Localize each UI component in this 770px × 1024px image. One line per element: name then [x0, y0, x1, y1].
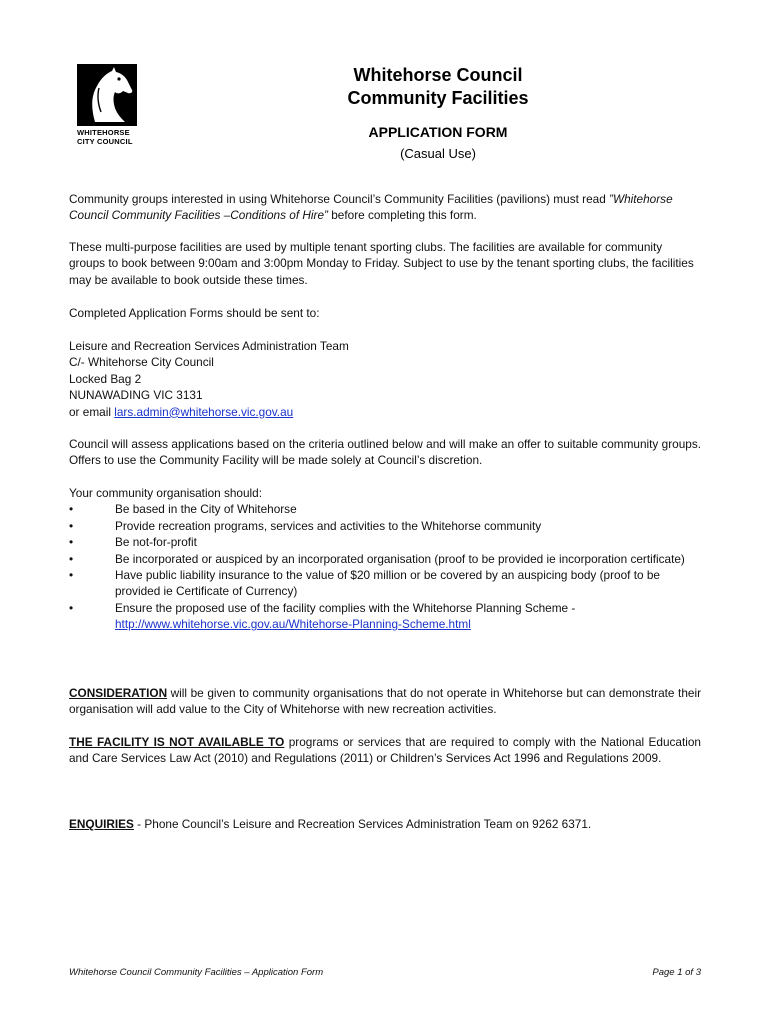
bullet-icon: •	[69, 535, 74, 550]
bullet-icon: •	[69, 518, 74, 533]
consideration-text: will be given to community organisations that do not operate in Whitehorse but can demonstrate their organisation will add value to the City of Whitehorse with new recreation activities.	[69, 686, 701, 717]
bullet-icon: •	[69, 568, 74, 583]
list-item: • Ensure the proposed use of the facility complies with the Whitehorse Planning Scheme - http://www.whitehorse.vic.gov.au/Whitehorse-Planning-Scheme.html	[69, 600, 576, 632]
page-title-line1: Whitehorse Council	[353, 65, 523, 85]
page-title-line2: Community Facilities	[347, 88, 529, 108]
bullet-icon: •	[69, 551, 74, 566]
intro-tail: before completing this form.	[327, 208, 477, 223]
address-line: NUNAWADING VIC 3131	[69, 388, 203, 403]
planning-scheme-link[interactable]: http://www.whitehorse.vic.gov.au/Whitehorse-Planning-Scheme.html	[115, 617, 471, 632]
not-available-paragraph	[69, 734, 701, 767]
consideration-paragraph	[69, 685, 701, 718]
address-line: Leisure and Recreation Services Administration Team	[69, 339, 349, 353]
list-item: • Be based in the City of Whitehorse	[69, 502, 297, 517]
enquiries-text: - Phone Council’s Leisure and Recreation Services Administration Team on 9262 6371.	[133, 817, 592, 831]
list-item: • Be not-for-profit	[69, 535, 197, 550]
logo-text-line2: CITY COUNCIL	[77, 137, 133, 146]
email-prefix: or email	[69, 404, 115, 419]
address-line: C/- Whitehorse City Council	[69, 355, 214, 370]
intro-paragraph-2	[69, 239, 701, 288]
list-item: • Provide recreation programs, services and activities to the Whitehorse community	[69, 518, 542, 533]
conditions-of-hire-title: ”Whitehorse Council Community Facilities –Conditions of Hire”	[69, 192, 673, 223]
criteria-section	[69, 485, 701, 633]
consideration-label: CONSIDERATION	[69, 686, 168, 700]
assessment-paragraph	[69, 436, 701, 469]
criteria-list	[69, 501, 701, 632]
list-item: • Be incorporated or auspiced by an incorporated organisation (proof to be provided ie incorporation certificate)	[69, 551, 685, 566]
intro-text: Community groups interested in using Whitehorse Council’s Community Facilities (pavilions) must read	[69, 192, 610, 206]
address-line: Locked Bag 2	[69, 371, 142, 386]
availability-text: These multi-purpose facilities are used by multiple tenant sporting clubs. The facilities are available for community groups to book between 9:00am and 3:00pm Monday to Friday. Subject to use by the tenant sporting clubs, the facilities may be available to book outside these times.	[69, 240, 694, 287]
intro-paragraph-1	[69, 191, 701, 224]
footer-document-title: Whitehorse Council Community Facilities – Application Form	[69, 967, 324, 978]
assessment-text: Council will assess applications based on the criteria outlined below and will make an offer to suitable community groups. Offers to use the Community Facility will be made solely at Council’s discretion.	[69, 437, 701, 468]
bullet-icon: •	[69, 502, 74, 517]
logo-text-line1: WHITEHORSE	[77, 128, 130, 137]
not-available-label: THE FACILITY IS NOT AVAILABLE TO	[69, 735, 285, 749]
enquiries-paragraph	[69, 816, 701, 832]
footer-page-number: Page 1 of 3	[652, 967, 701, 978]
form-subtitle: (Casual Use)	[400, 146, 476, 161]
form-title: APPLICATION FORM	[368, 124, 508, 140]
list-item: • Have public liability insurance to the value of $20 million or be covered by an auspicing body (proof to be provided ie Certificate of Currency)	[69, 568, 660, 599]
horse-head-icon	[77, 64, 137, 126]
criteria-heading: Your community organisation should:	[69, 486, 263, 500]
enquiries-label: ENQUIRIES	[69, 817, 134, 831]
bullet-icon: •	[69, 600, 74, 615]
not-available-text: programs or services that are required to comply with the National Education and Care Services Law Act (2010) and Regulations (2011) or Children’s Services Act 1996 and Regulations 2009.	[69, 735, 701, 766]
logo-wordmark	[77, 128, 147, 146]
mailing-address	[69, 338, 701, 420]
send-to-text: Completed Application Forms should be sent to:	[69, 306, 320, 320]
email-link[interactable]: lars.admin@whitehorse.vic.gov.au	[114, 404, 294, 419]
intro-paragraph-3	[69, 305, 701, 321]
